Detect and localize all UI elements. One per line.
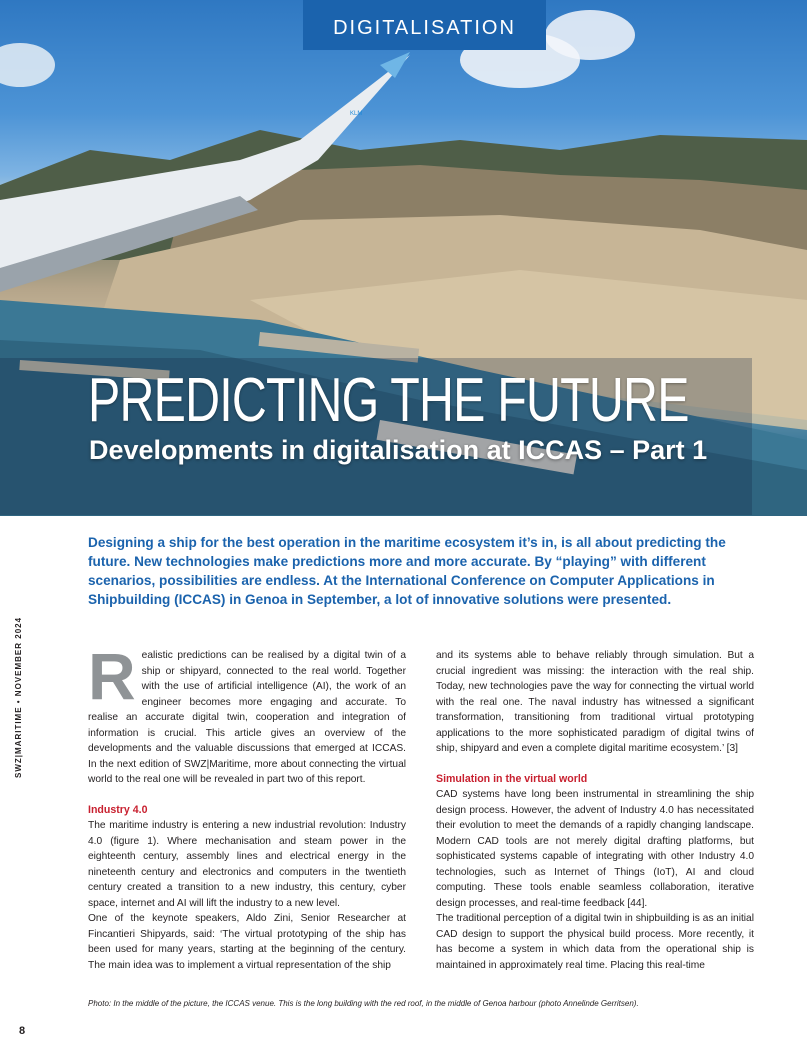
page-subtitle: Developments in digitalisation at ICCAS – Part 1 — [89, 435, 708, 465]
section-tag: DIGITALISATION — [303, 0, 546, 50]
photo-caption: Photo: In the middle of the picture, the ICCAS venue. This is the long building with the red roof, in the middle of Genoa harbour (photo Annelinde Gerritsen). — [88, 999, 639, 1008]
article-column-left — [88, 639, 406, 973]
body-paragraph: CAD systems have long been instrumental in streamlining the ship design process. However, the advent of Industry 4.0 has necessitated their evolution to meet the demands of a rapidly changing landscape. Modern CAD tools are not merely digital drafting platforms, but sophisticated systems capable of integrating with other Industry 4.0 technologies, such as Internet of Things (IoT), AI and cloud computing. These tools enable seamless collaboration, iterative design processes, and real-time feedback [44]. — [436, 789, 754, 909]
body-paragraph: The maritime industry is entering a new industrial revolution: Industry 4.0 (figure 1). Where mechanisation and steam power in the eighteenth century, assembly lines and electrical energy in the nineteenth century and electronics and computers in the twentieth century created a transition to a new industry, this century, cyber space, internet and AI will lift the industry to a new level. — [88, 820, 406, 909]
body-paragraph: and its systems able to behave reliably through simulation. But a crucial ingredient was missing: the interaction with the real ship. Today, new technologies pave the way for connecting the virtual world with the real one. The naval industry has witnessed a significant transformation, transitioning from traditional virtual prototyping applications to the more sophisticated paradigm of digital twins of ship, shipyard and even a complete digital maritime ecosystem.’ [3] — [436, 650, 754, 754]
page-title: PREDICTING THE FUTURE — [88, 366, 689, 435]
article-column-right — [436, 648, 754, 973]
body-paragraph: The traditional perception of a digital twin in shipbuilding is as an initial CAD design to support the physical build process. More recently, it has become a system in which data from the operational ship is maintained in approximately real time. Placing this real-time — [436, 913, 754, 971]
heading-industry: Industry 4.0 — [88, 803, 148, 816]
heading-simulation: Simulation in the virtual world — [436, 772, 588, 785]
page-number: 8 — [19, 1025, 26, 1037]
intro-paragraph: ealistic predictions can be realised by a digital twin of a ship or shipyard, connected to the real world. Together with the use of artificial intelligence (AI), the work of an engineer becomes more engaging and accurate. To realise an accurate digital twin, cooperation and integration of information is crucial. This article gives an overview of the developments and the valuable discussions that emerged at ICCAS. In the next edition of SWZ|Maritime, more about connecting the virtual world to the real one will be revealed in part two of this report. — [88, 650, 406, 785]
sidebar-publication: SWZ|MARITIME • NOVEMBER 2024 — [14, 616, 23, 778]
drop-cap: R — [88, 639, 136, 713]
lead-paragraph: Designing a ship for the best operation in the maritime ecosystem it’s in, is all about predicting the future. New technologies make predictions more and more accurate. By “playing” with different scenarios, possibilities are endless. At the International Conference on Computer Applications in Shipbuilding (ICCAS) in Genoa in September, a lot of innovative solutions were presented. — [88, 535, 726, 607]
body-paragraph: One of the keynote speakers, Aldo Zini, Senior Researcher at Fincantieri Shipyards, said: ‘The virtual prototyping of the ship has been used for many years, starting at the beginning of the century. The main idea was to implement a virtual representation of the ship — [88, 913, 406, 971]
klm-logo: KLM — [350, 111, 363, 117]
